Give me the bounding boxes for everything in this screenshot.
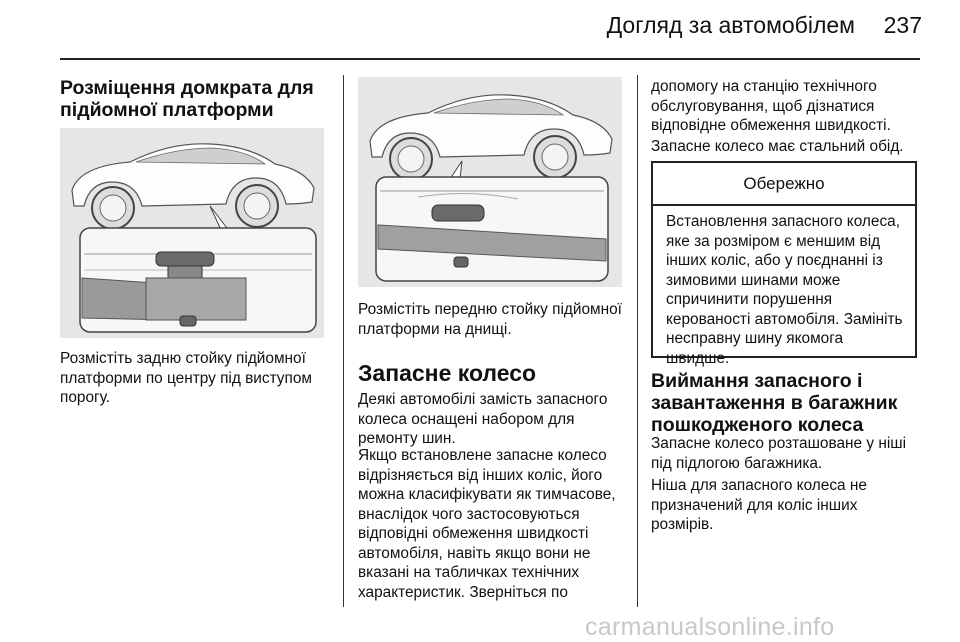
page-number: 237 [883,12,922,38]
caution-box [651,161,917,367]
spare-wheel-paragraph-1: Деякі автомобілі замість запасного колеса оснащені набором для ремонту шин. [358,391,608,447]
jack-position-heading: Розміщення домкрата для підйомної платформи [60,77,314,121]
front-jack-position-illustration [358,77,622,287]
front-jack-caption: Розмістіть передню стойку підйомної платформи на днищі. [358,301,622,338]
rear-jack-position-illustration [60,128,324,338]
running-header-title: Догляд за автомобілем [606,12,855,38]
column-divider-2 [637,75,638,607]
spare-wheel-location-paragraph: Запасне колесо розташоване у ніші під підлогою багажника. [651,435,907,472]
spare-wheel-paragraph-2: Якщо встановлене запасне колесо відрізняється від інших коліс, його можна класифікувати як тимчасове, внаслідок чого застосовуються відповідні обмеження швидкості автомобіля, навіть якщо вони не вказані на табличках технічних характеристик. Зверніться по [358,447,616,601]
remove-spare-wheel-heading: Виймання запасного і завантаження в багажник пошкодженого колеса [651,370,898,436]
caution-title: Обережно [653,163,915,206]
spare-wheel-section-title: Запасне колесо [358,360,537,386]
rear-jack-caption: Розмістіть задню стойку підйомної платформи по центру під виступом порогу. [60,350,312,406]
watermark: carmanualsonline.info [585,613,835,641]
header-divider [60,58,920,60]
column-divider-1 [343,75,344,607]
service-paragraph: допомогу на станцію технічного обслуговування, щоб дізнатися відповідне обмеження швидкості. [651,78,891,134]
spare-wheel-well-paragraph: Ніша для запасного колеса не призначений для коліс інших розмірів. [651,477,867,533]
caution-text: Встановлення запасного колеса, яке за розміром є меншим від інших коліс, або у поєднанні із зимовими шинами може спричинити порушення керованості автомобіля. Замініть несправну шину якомога швидше. [666,213,903,367]
steel-rim-paragraph: Запасне колесо має стальний обід. [651,138,904,155]
